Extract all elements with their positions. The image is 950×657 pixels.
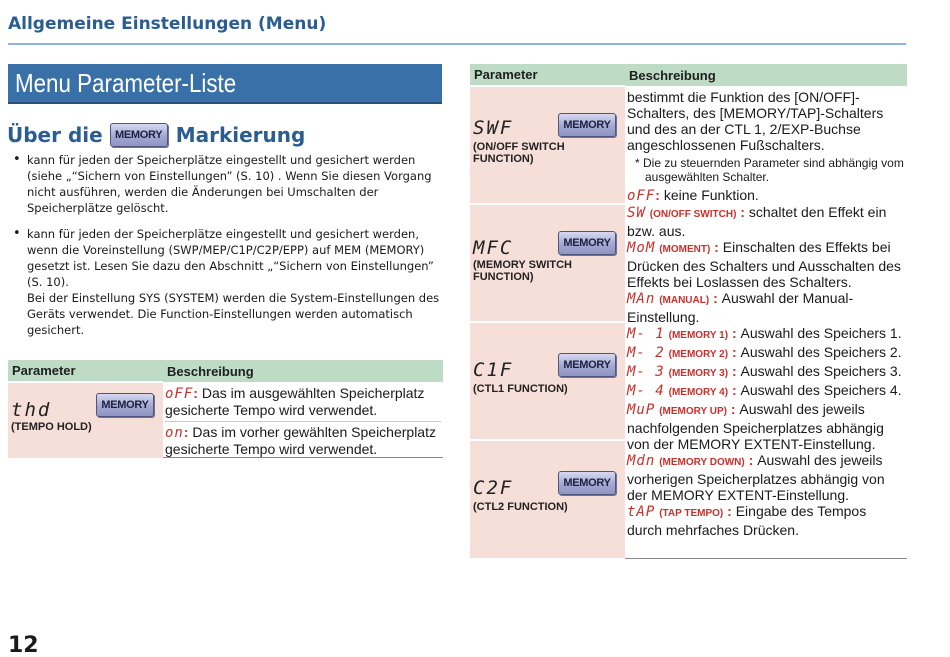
option-entry: oFF: keine Funktion. [627,187,759,204]
description-cell [625,86,907,558]
option-entry: MAn (MANUAL) : Auswahl der Manual-Einstellung. [627,290,854,325]
param-cell [470,440,625,558]
header-divider [8,43,906,45]
param-name: (CTL1 FUNCTION) [473,383,568,395]
bullet-text: Bei der Einstellung SYS (SYSTEM) werden die System-Einstellungen des Geräts verwendet. Die Function-Einstellungen werden automatisch gesichert. [27,291,440,337]
memory-badge-icon: MEMORY [558,471,616,495]
param-name: (ON/OFF SWITCH FUNCTION) [473,141,565,165]
column-header-parameter: Parameter [8,360,163,382]
option-text: Das im ausgewählten Speicherplatz gesicherte Tempo wird verwendet. [165,385,425,418]
memory-badge-icon: MEMORY [558,113,616,137]
display-code: MFC [473,237,514,259]
intro-text: bestimmt die Funktion des [ON/OFF]-Schalters, des [MEMORY/TAP]-Schalters und des an der CTL 1, 2/EXP-Buchse angeschlossenen Fußschalters. [627,89,884,153]
column-header-description: Beschreibung [163,360,443,382]
option-entry: MoM (MOMENT) : Einschalten des Effekts bei Drücken des Schalters und Ausschalten des Effekts bei Loslassen des Schalters. [627,239,901,290]
section-banner [8,64,442,104]
option-entry: M- 3 (MEMORY 3) : Auswahl des Speichers 3. [627,363,902,380]
bullet-item [10,226,442,338]
tempo-hold-table [8,360,443,458]
param-cell [8,382,163,458]
bullet-text: • kann für jeden der Speicherplätze eingestellt und gesichert werden (siehe „“Sichern von Einstellungen” (S. 10) . Wenn Sie diesen Vorgang nicht ausführen, werden die Änderungen bei Umschalten der Speicherplätze gelöscht. [27,153,432,215]
param-name: (CTL2 FUNCTION) [473,501,568,513]
bullet-item [10,152,442,216]
option-code: oFF [165,386,194,402]
option-entry: tAP (TAP TEMPO) : Eingabe des Tempos durch mehrfaches Drücken. [627,503,867,538]
option-entry: on: Das im vorher gewählten Speicherplatz gesicherte Tempo wird verwendet. [165,421,441,457]
subheading-prefix: Über die [7,123,103,147]
param-name: (TEMPO HOLD) [11,421,92,433]
description-cell [163,382,443,458]
bullet-text: • kann für jeden der Speicherplätze eingestellt und gesichert werden, wenn die Voreinstellung (SWP/MEP/C1P/C2P/EPP) auf MEM (MEMORY) gesetzt ist. Lesen Sie dazu den Abschnitt „“Sichern von Einstellungen” (S. 10). [27,227,434,289]
section-title: Menu Parameter-Liste [15,68,237,98]
bullet-list [10,152,442,348]
option-text: Das im vorher gewählten Speicherplatz gesicherte Tempo wird verwendet. [165,424,436,457]
option-entry: M- 2 (MEMORY 2) : Auswahl des Speichers 2. [627,344,902,361]
param-name: (MEMORY SWITCH FUNCTION) [473,259,572,283]
column-header-description: Beschreibung [625,64,907,86]
option-entry: M- 4 (MEMORY 4) : Auswahl des Speichers 4. [627,382,902,399]
page-number: 12 [8,633,39,657]
switch-function-table [470,64,907,559]
display-code: C2F [473,477,514,499]
option-entry: oFF: Das im ausgewählten Speicherplatz gesicherte Tempo wird verwendet. [165,385,425,418]
param-cell [470,86,625,204]
option-code: on [165,425,184,441]
note-text: * Die zu steuernden Parameter sind abhängig vom ausgewählten Schalter. [635,156,904,184]
option-entry: Mdn (MEMORY DOWN) : Auswahl des jeweils vorherigen Speicherplatzes abhängig von der MEMORY EXTENT-Einstellung. [627,452,885,503]
option-entry: MuP (MEMORY UP) : Auswahl des jeweils nachfolgenden Speicherplatzes abhängig von der MEMORY EXTENT-Einstellung. [627,401,884,452]
page-header-title: Allgemeine Einstellungen (Menu) [8,14,327,34]
memory-badge-icon: MEMORY [558,353,616,377]
memory-badge-icon: MEMORY [96,393,154,417]
display-code: SWF [473,117,514,139]
param-cell [470,322,625,440]
display-code: thd [11,399,52,421]
option-entry: M- 1 (MEMORY 1) : Auswahl des Speichers 1. [627,325,902,342]
display-code: C1F [473,359,514,381]
column-header-parameter: Parameter [470,64,625,86]
option-entry: SW (ON/OFF SWITCH) : schaltet den Effekt ein bzw. aus. [627,204,887,239]
subheading [7,120,305,150]
param-cell [470,204,625,322]
memory-badge-icon: MEMORY [558,231,616,255]
memory-badge-icon: MEMORY [110,123,168,147]
subheading-suffix: Markierung [175,123,306,147]
